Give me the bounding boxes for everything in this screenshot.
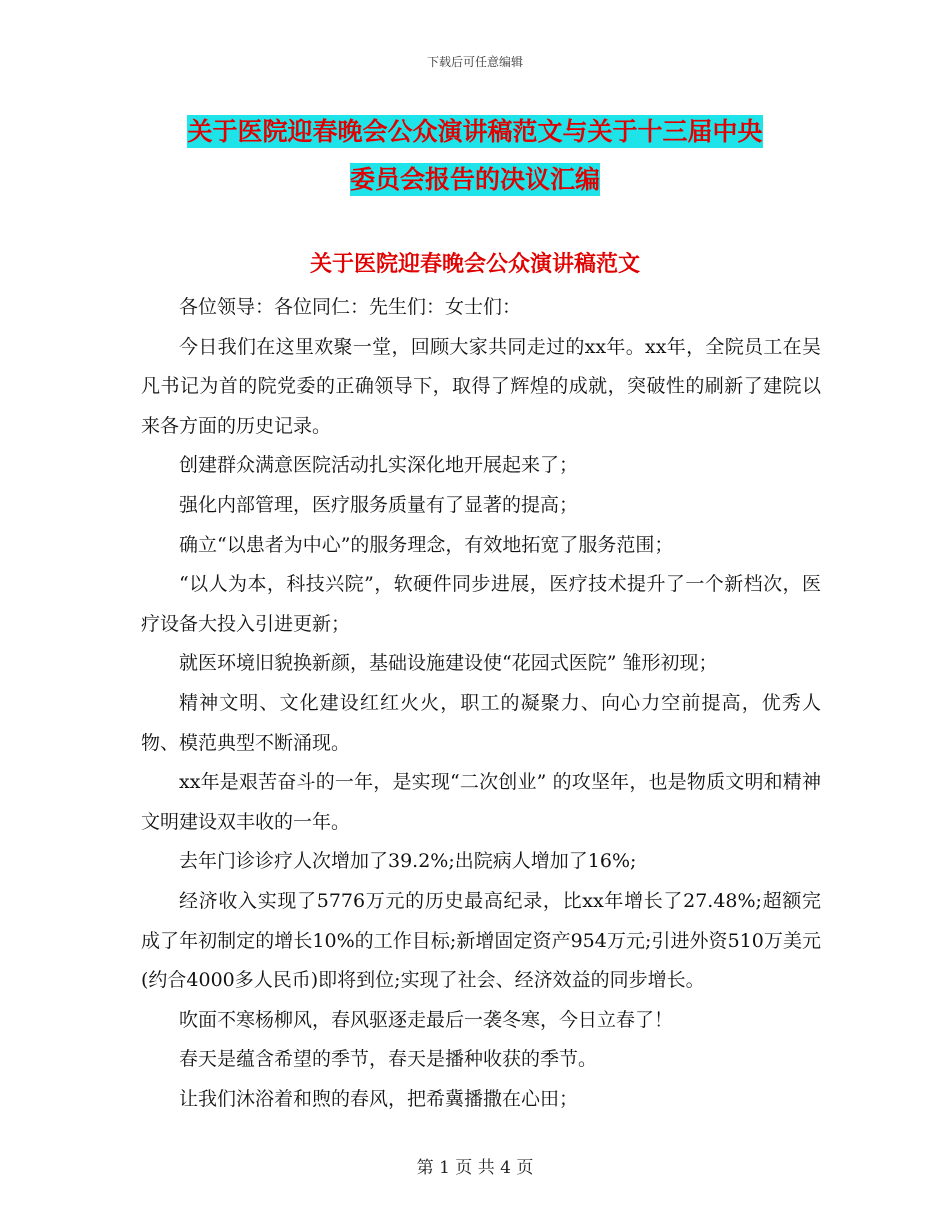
- page-number-footer: 第 1 页 共 4 页: [416, 1158, 534, 1178]
- document-title-line-2: 委员会报告的决议汇编: [349, 165, 600, 194]
- paragraph: 就医环境旧貌换新颜，基础设施建设使“花园式医院” 雏形初现；: [179, 652, 718, 675]
- paragraph: 让我们沐浴着和煦的春风，把希冀播撒在心田；: [179, 1087, 579, 1110]
- paragraph: 吹面不寒杨柳风，春风驱逐走最后一袭冬寒，今日立春了！: [179, 1008, 674, 1031]
- header-note: 下载后可任意编辑: [426, 55, 523, 69]
- paragraph: “以人为本，科技兴院”，软硬件同步进展，医疗技术提升了一个新档次，医疗设备大投入引进更新；: [141, 573, 821, 635]
- document-title-line-1: 关于医院迎春晚会公众演讲稿范文与关于十三届中央: [187, 117, 763, 146]
- paragraph: 今日我们在这里欢聚一堂，回顾大家共同走过的xx年。xx年，全院员工在吴凡书记为首的院党委的正确领导下，取得了辉煌的成就，突破性的刷新了建院以来各方面的历史记录。: [141, 335, 821, 437]
- paragraph: 强化内部管理，医疗服务质量有了显著的提高；: [179, 493, 579, 516]
- paragraph: xx年是艰苦奋斗的一年，是实现“二次创业” 的攻坚年，也是物质文明和精神文明建设双丰收的一年。: [141, 771, 821, 833]
- paragraph: 确立“以患者为中心”的服务理念，有效地拓宽了服务范围；: [179, 533, 674, 556]
- paragraph: 创建群众满意医院活动扎实深化地开展起来了；: [179, 454, 579, 477]
- paragraph: 经济收入实现了5776万元的历史最高纪录，比xx年增长了27.48%;超额完成了年初制定的增长10%的工作目标;新增固定资产954万元;引进外资510万美元(约合4000多人民币)即将到位;实现了社会、经济效益的同步增长。: [141, 889, 821, 992]
- section-title: 关于医院迎春晚会公众演讲稿范文: [309, 252, 640, 277]
- paragraph: 精神文明、文化建设红红火火，职工的凝聚力、向心力空前提高，优秀人物、模范典型不断涌现。: [141, 691, 821, 754]
- paragraph: 春天是蕴含希望的季节，春天是播种收获的季节。: [179, 1048, 598, 1071]
- document-title: [0, 108, 950, 204]
- paragraph: 各位领导：各位同仁：先生们：女士们：: [179, 296, 522, 318]
- body-text: [141, 288, 821, 1119]
- paragraph: 去年门诊诊疗人次增加了39.2%;出院病人增加了16%;: [179, 850, 637, 873]
